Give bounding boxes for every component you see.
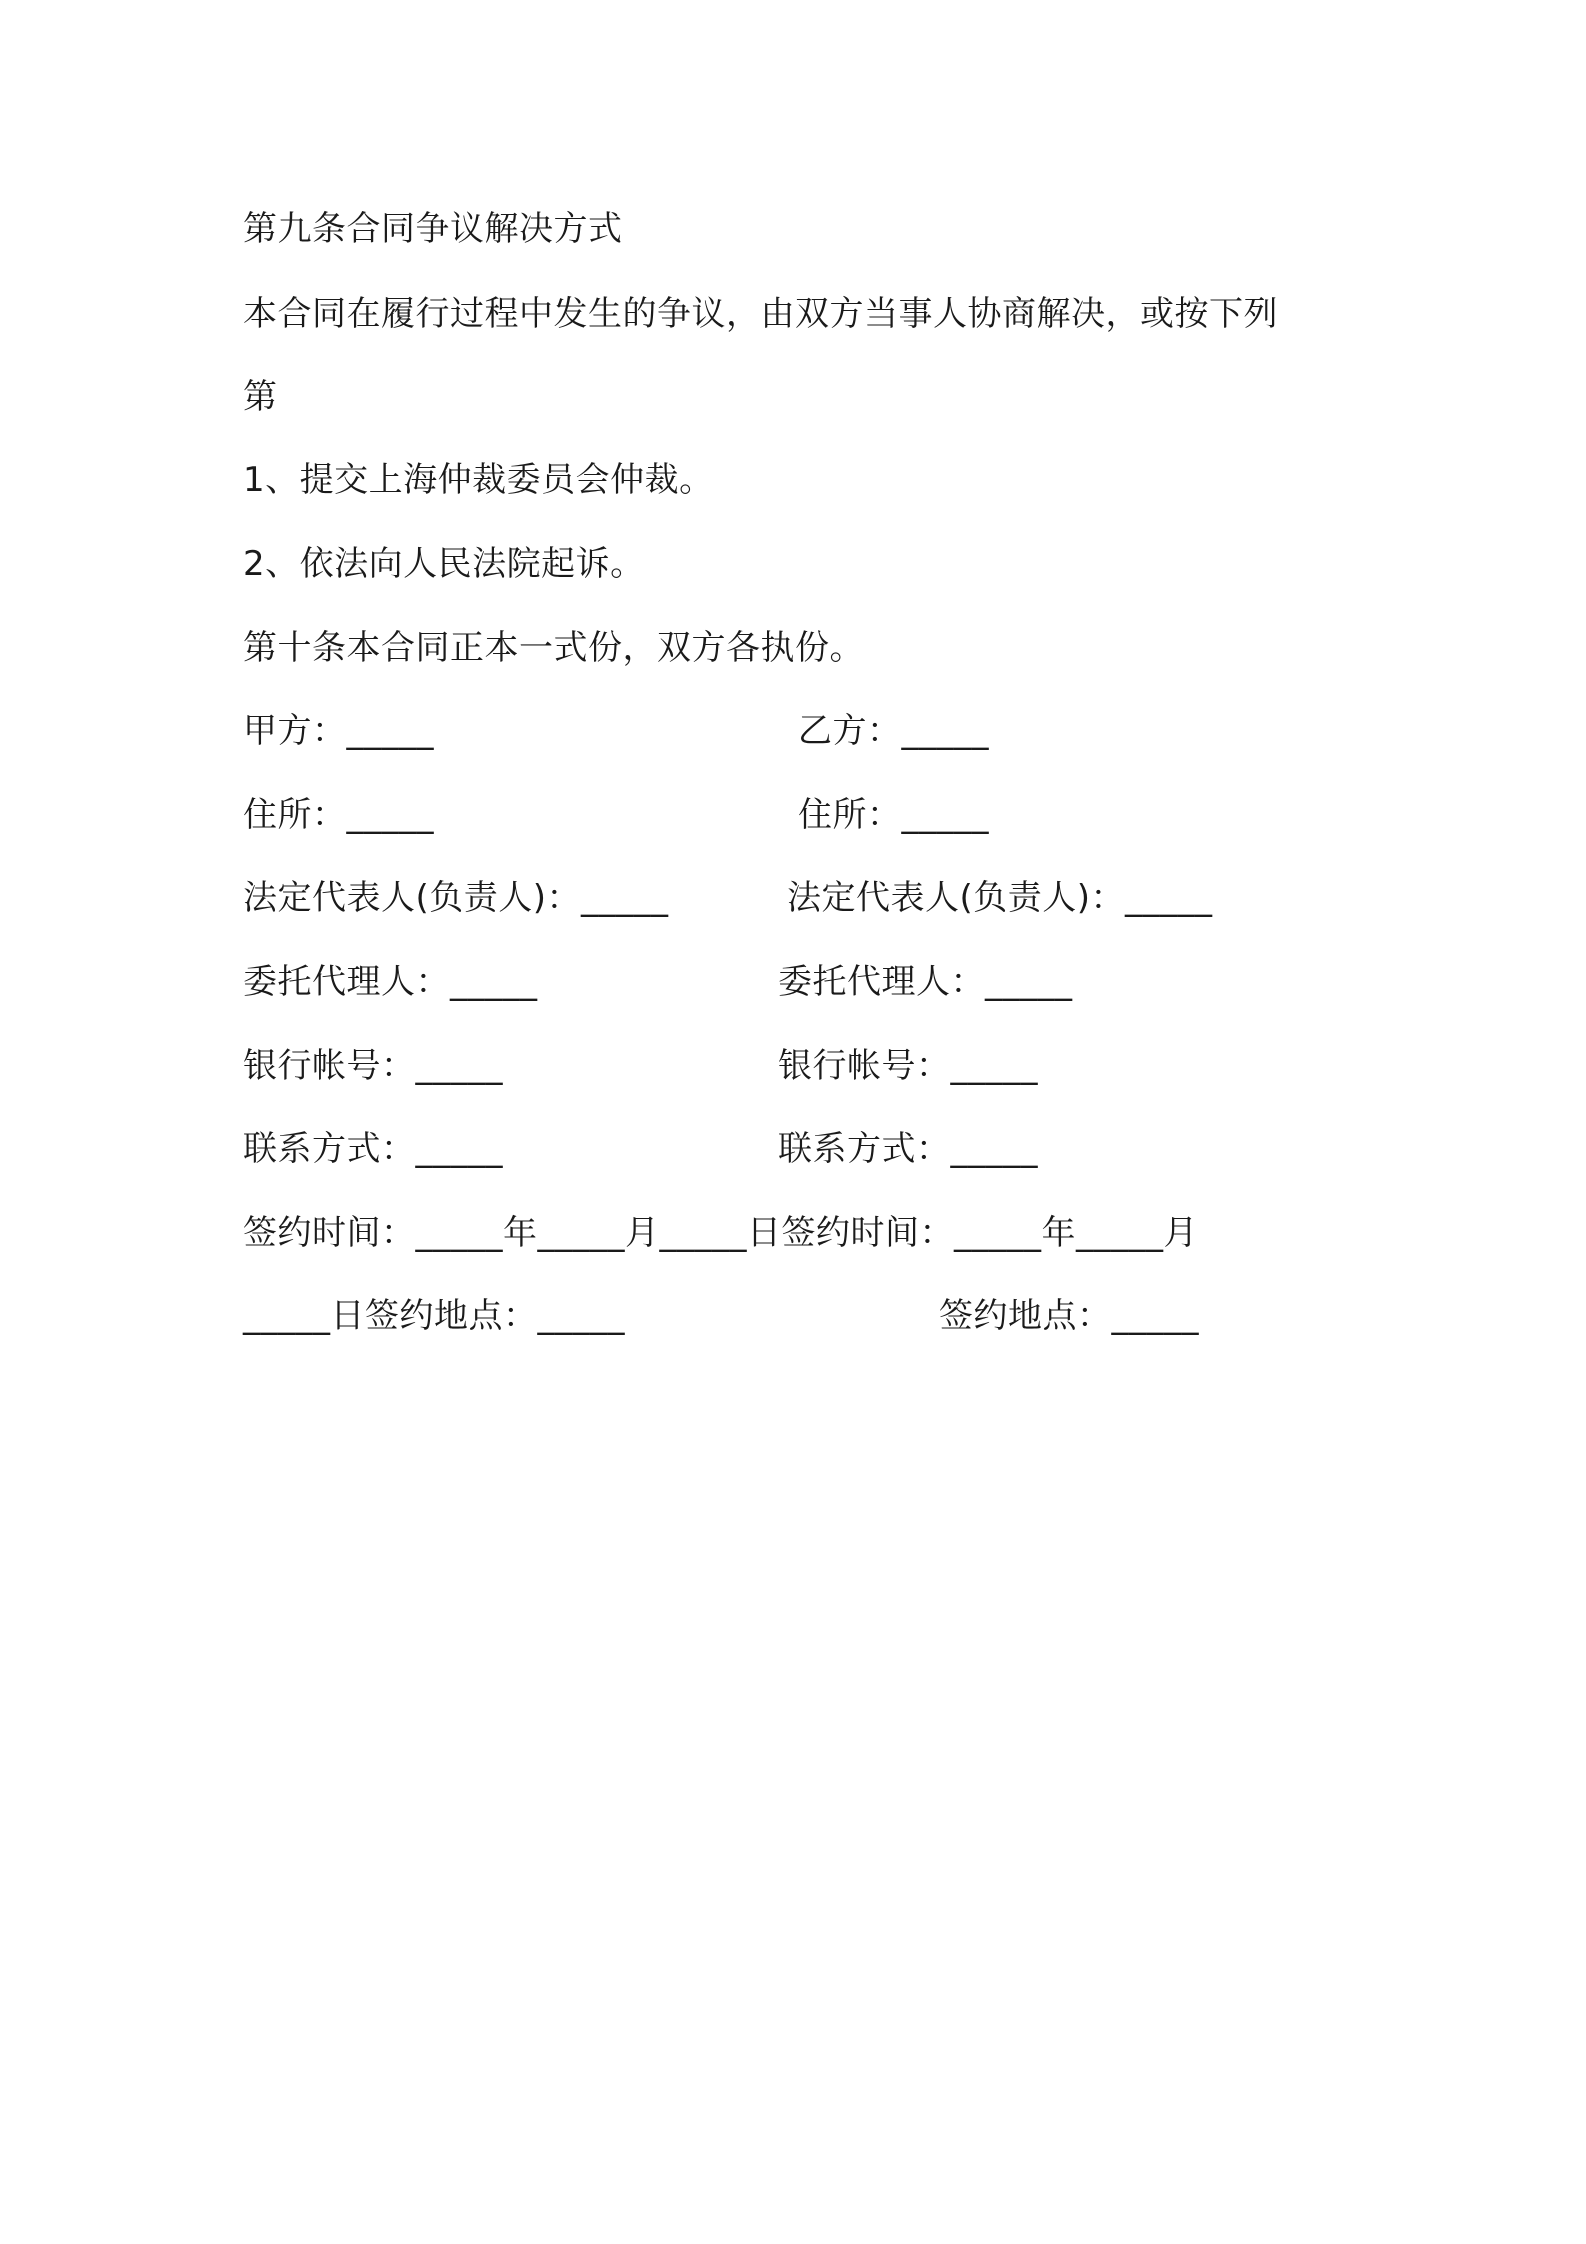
article-9-body-line-1: 本合同在履行过程中发生的争议，由双方当事人协商解决，或按下列 [243, 294, 1278, 334]
dispute-option-2: 2、依法向人民法院起诉。 [243, 544, 645, 584]
party-a-agent: 委托代理人：_____ [243, 962, 538, 1002]
article-9-title: 第九条合同争议解决方式 [243, 209, 623, 249]
signing-date-line: 签约时间：_____年_____月_____日签约时间：_____年_____月 [243, 1213, 1198, 1253]
article-9-body-line-2: 第 [243, 377, 278, 417]
party-b-bank-account: 银行帐号：_____ [778, 1046, 1038, 1086]
party-b-legal-representative: 法定代表人(负责人)：_____ [787, 878, 1213, 918]
party-a-legal-representative: 法定代表人(负责人)：_____ [243, 878, 669, 918]
party-b-address: 住所：_____ [798, 795, 989, 835]
signing-place-right: 签约地点：_____ [939, 1296, 1199, 1336]
party-b-contact: 联系方式：_____ [778, 1129, 1038, 1169]
article-10-text: 第十条本合同正本一式份，双方各执份。 [243, 628, 864, 668]
signing-place-left: _____日签约地点：_____ [243, 1296, 625, 1336]
party-b-name: 乙方：_____ [798, 711, 989, 751]
party-a-name: 甲方：_____ [243, 711, 434, 751]
party-a-address: 住所：_____ [243, 795, 434, 835]
party-b-agent: 委托代理人：_____ [778, 962, 1073, 1002]
party-a-contact: 联系方式：_____ [243, 1129, 503, 1169]
dispute-option-1: 1、提交上海仲裁委员会仲裁。 [243, 460, 714, 500]
party-a-bank-account: 银行帐号：_____ [243, 1046, 503, 1086]
